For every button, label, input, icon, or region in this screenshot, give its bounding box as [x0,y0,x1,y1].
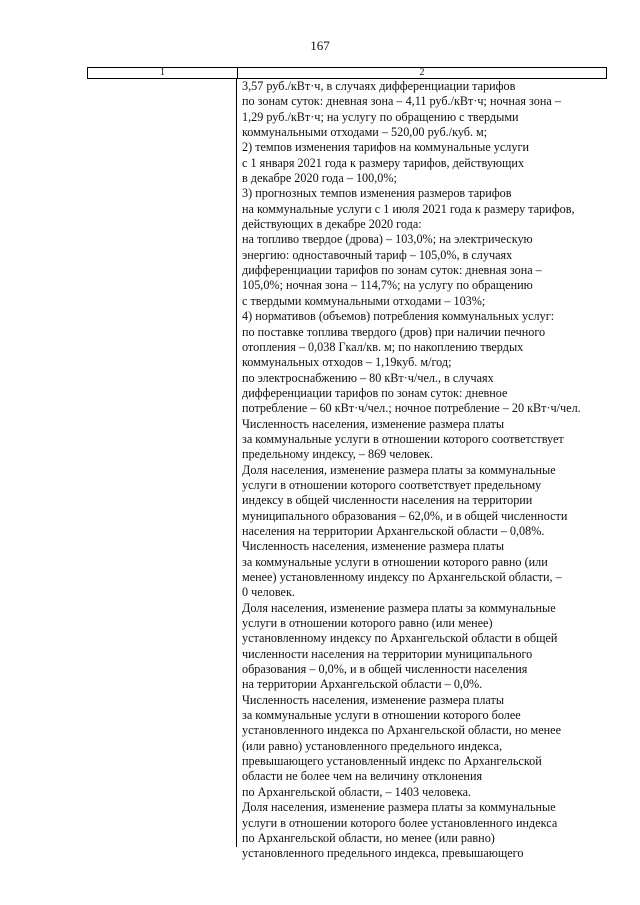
text-line: муниципального образования – 62,0%, и в общей численности [242,508,568,523]
text-line: населения на территории Архангельской области – 0,08%. [242,523,545,538]
text-line: с 1 января 2021 года к размеру тарифов, действующих [242,155,525,170]
text-line: Численность населения, изменение размера платы [242,692,505,707]
text-line: с твердыми коммунальными отходами – 103%; [242,293,486,308]
text-line: в декабре 2020 года – 100,0%; [242,171,397,186]
text-line: образования – 0,0%, и в общей численности населения [242,662,528,677]
text-line: численности населения на территории муниципального [242,646,533,661]
text-line: превышающего установленный индекс по Архангельской [242,754,542,769]
text-line: по поставке топлива твердого (дров) при наличии печного [242,324,546,339]
text-line: коммунальных отходов – 1,19куб. м/год; [242,355,452,370]
text-line: Доля населения, изменение размера платы за коммунальные [242,462,556,477]
page-number: 167 [310,38,330,53]
text-line: по электроснабжению – 80 кВт·ч/чел., в случаях [242,370,494,385]
text-line: услуги в отношении которого равно (или менее) [242,616,493,631]
text-line: Доля населения, изменение размера платы за коммунальные [242,600,556,615]
text-line: Численность населения, изменение размера платы [242,416,505,431]
text-line: установленного индекса по Архангельской области, но менее [242,723,561,738]
text-line: 3) прогнозных темпов изменения размеров тарифов [242,186,512,201]
text-line: 1,29 руб./кВт·ч; на услугу по обращению с твердыми [242,109,519,124]
table-header-row [87,67,607,79]
text-line: за коммунальные услуги в отношении которого более [242,708,521,723]
text-line: энергию: одноставочный тариф – 105,0%, в случаях [242,247,513,262]
table-cell-content [242,79,607,862]
text-line: по Архангельской области, – 1403 человека. [242,784,472,799]
text-line: 2) темпов изменения тарифов на коммунальные услуги [242,140,529,155]
text-line: установленному индексу по Архангельской области в общей [242,631,558,646]
text-line: Численность населения, изменение размера платы [242,539,505,554]
text-line: по зонам суток: дневная зона – 4,11 руб./кВт·ч; ночная зона – [242,94,561,109]
text-line: на топливо твердое (дрова) – 103,0%; на электрическую [242,232,533,247]
column-header-2: 2 [419,67,425,78]
text-line: по Архангельской области, но менее (или равно) [242,830,495,845]
text-line: 105,0%; ночная зона – 114,7%; на услугу по обращению [242,278,533,293]
text-line: установленного предельного индекса, превышающего [242,846,524,861]
text-line: отопления – 0,038 Гкал/кв. м; по накоплению твердых [242,339,524,354]
text-line: Доля населения, изменение размера платы за коммунальные [242,800,556,815]
text-line: (или равно) установленного предельного индекса, [242,738,503,753]
text-line: за коммунальные услуги в отношении которого соответствует [242,431,564,446]
column-header-1: 1 [88,68,238,78]
text-line: области не более чем на величину отклонения [242,769,483,784]
text-line: предельному индексу, – 869 человек. [242,447,434,462]
text-line: на территории Архангельской области – 0,0%. [242,677,483,692]
text-line: 3,57 руб./кВт·ч, в случаях дифференциации тарифов [242,79,516,93]
text-line: индексу в общей численности населения на территории [242,493,533,508]
text-line: менее) установленному индексу по Архангельской области, – [242,570,562,584]
text-line: на коммунальные услуги с 1 июля 2021 года к размеру тарифов, [242,201,575,216]
text-line: дифференциации тарифов по зонам суток: дневное [242,385,508,400]
text-line: 0 человек. [242,585,295,600]
document-table [87,67,607,861]
text-line: дифференциации тарифов по зонам суток: дневная зона – [242,263,542,278]
text-line: действующих в декабре 2020 года: [242,217,422,232]
text-line: услуги в отношении которого более установленного индекса [242,815,558,830]
text-line: коммунальными отходами – 520,00 руб./куб. м; [242,125,488,140]
text-line: за коммунальные услуги в отношении которого равно (или [242,554,548,569]
text-line: потребление – 60 кВт·ч/чел.; ночное потребление – 20 кВт·ч/чел. [242,401,581,416]
column-divider [236,79,237,847]
text-line: 4) нормативов (объемов) потребления коммунальных услуг: [242,309,555,324]
text-line: услуги в отношении которого соответствует предельному [242,477,542,492]
